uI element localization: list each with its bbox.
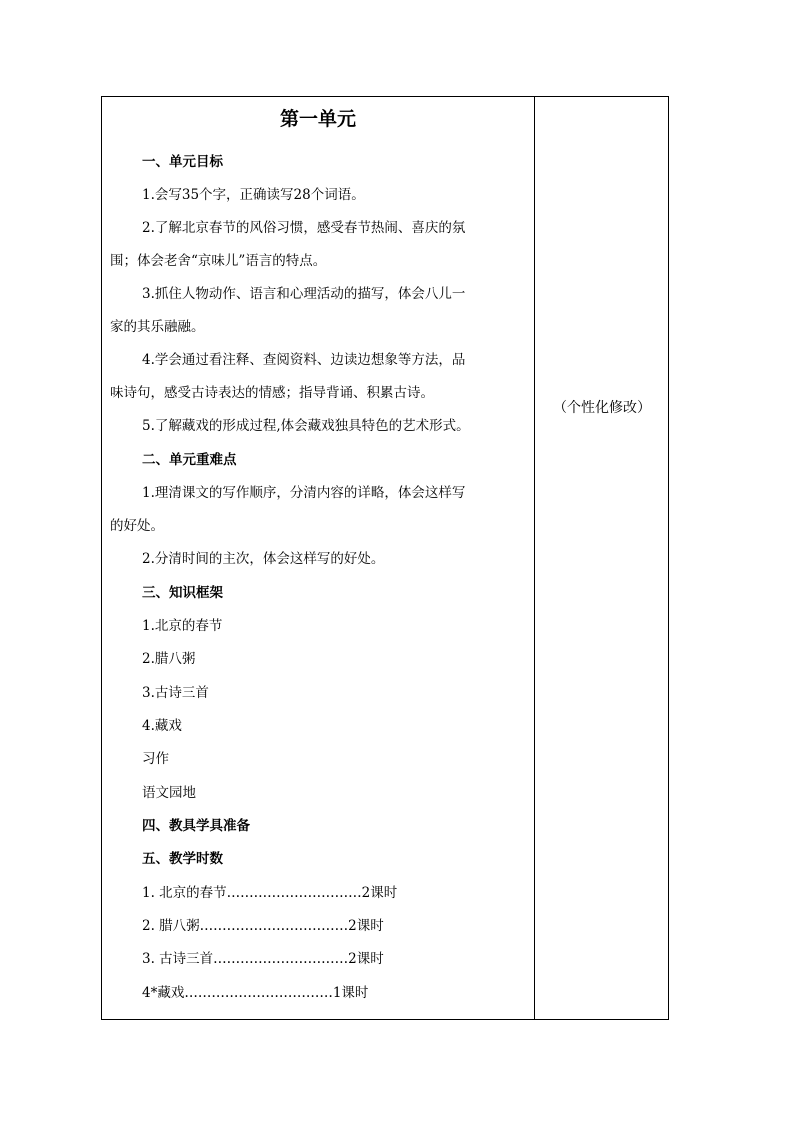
- section-heading-materials: 四、教具学具准备: [142, 818, 250, 834]
- framework-item: 语文园地: [142, 785, 196, 801]
- section-heading-framework: 三、知识框架: [142, 585, 223, 601]
- hours-item: 4*藏戏……………………………1课时: [142, 985, 369, 1001]
- goal-item-2-line-1: 2.了解北京春节的风俗习惯，感受春节热闹、喜庆的氛: [142, 220, 466, 236]
- goal-item-1: 1.会写35个字，正确读写28个词语。: [142, 187, 365, 203]
- key-point-1-line-1: 1.理清课文的写作顺序，分清内容的详略，体会这样写: [142, 485, 466, 501]
- goal-item-2-line-2: 围；体会老舍“京味儿”语言的特点。: [110, 253, 327, 269]
- lesson-plan-table: [101, 96, 669, 1020]
- section-heading-hours: 五、教学时数: [142, 851, 223, 867]
- goal-item-4-line-2: 味诗句，感受古诗表达的情感；指导背诵、积累古诗。: [110, 385, 434, 401]
- goal-item-3-line-1: 3.抓住人物动作、语言和心理活动的描写，体会八儿一: [142, 286, 466, 302]
- framework-item: 4.藏戏: [142, 718, 182, 734]
- framework-item: 2.腊八粥: [142, 651, 196, 667]
- goal-item-5: 5.了解藏戏的形成过程,体会藏戏独具特色的艺术形式。: [142, 418, 470, 434]
- key-point-2: 2.分清时间的主次，体会这样写的好处。: [142, 551, 385, 567]
- section-heading-goals: 一、单元目标: [142, 154, 223, 170]
- main-content-column: [102, 97, 534, 1019]
- goal-item-3-line-2: 家的其乐融融。: [110, 319, 205, 335]
- key-point-1-line-2: 的好处。: [110, 518, 164, 534]
- framework-item: 习作: [142, 751, 169, 767]
- hours-item: 1. 北京的春节…………………………2课时: [142, 885, 398, 901]
- personalized-revision-note: （个性化修改）: [553, 400, 651, 416]
- goal-item-4-line-1: 4.学会通过看注释、查阅资料、边读边想象等方法，品: [142, 352, 466, 368]
- hours-item: 3. 古诗三首…………………………2课时: [142, 951, 384, 967]
- framework-item: 1.北京的春节: [142, 618, 223, 634]
- column-divider: [534, 97, 535, 1019]
- section-heading-key-points: 二、单元重难点: [142, 452, 237, 468]
- page-title: 第一单元: [279, 108, 356, 130]
- hours-item: 2. 腊八粥……………………………2课时: [142, 918, 384, 934]
- framework-item: 3.古诗三首: [142, 685, 209, 701]
